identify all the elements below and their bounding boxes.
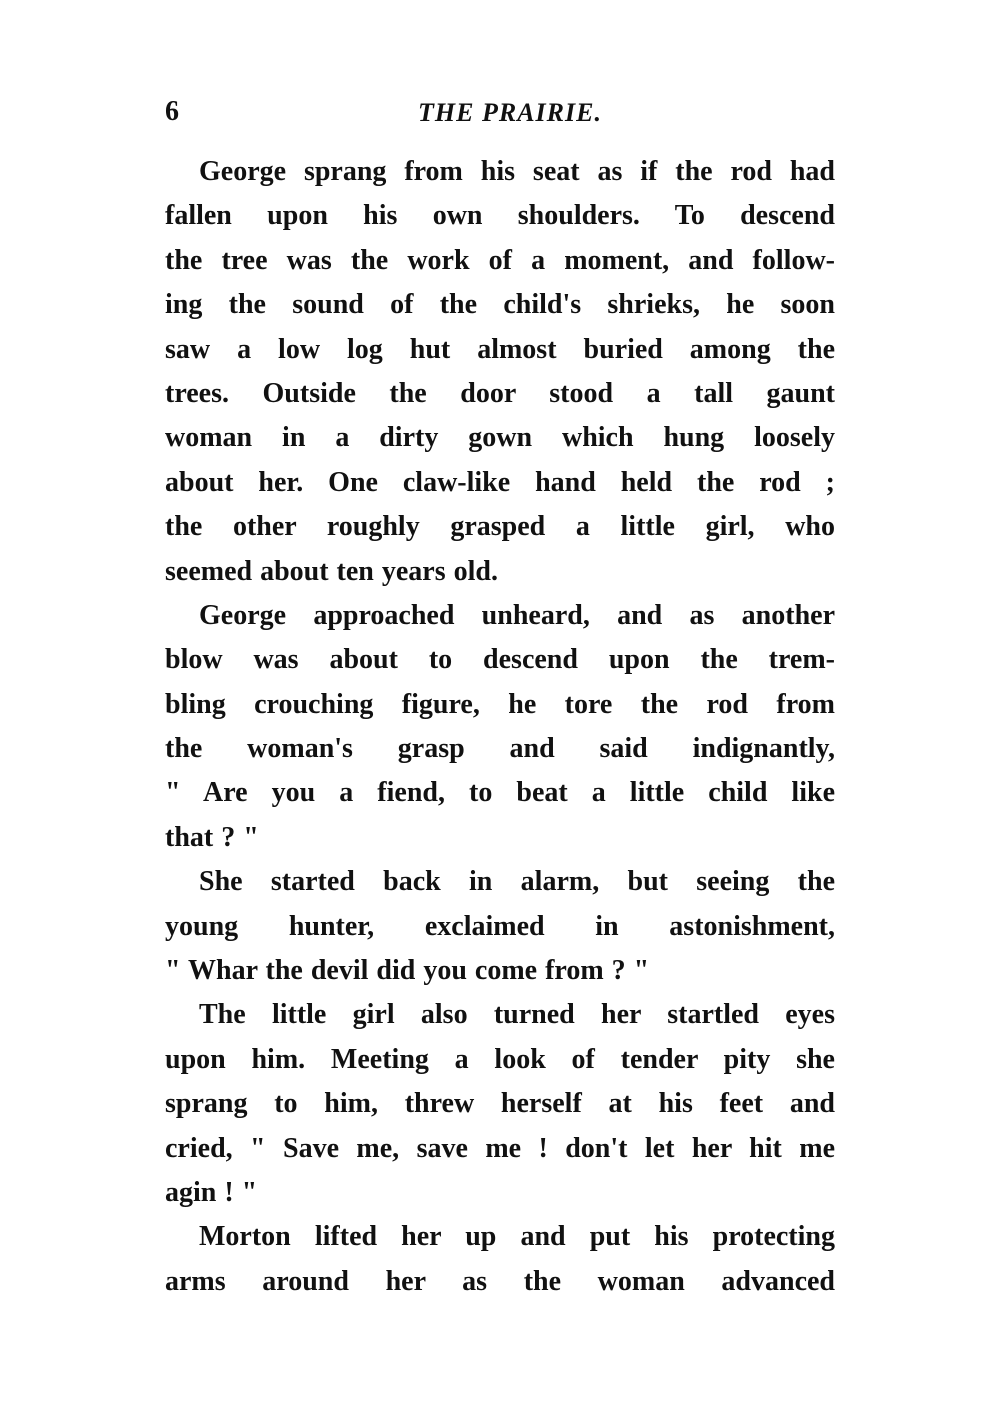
text-line: sprang to him, threw herself at his feet and [165,1088,835,1120]
text-line: that ? " [165,821,259,853]
running-title: THE PRAIRIE. [418,98,602,127]
paragraph [165,860,835,993]
text-line: the woman's grasp and said indignantly, [165,733,835,765]
text-line: " Are you a fiend, to beat a little child like [165,777,835,809]
page-number: 6 [165,96,179,127]
text-line: woman in a dirty gown which hung loosely [165,422,835,454]
text-line: the tree was the work of a moment, and follow- [165,244,835,276]
text-line: about her. One claw-like hand held the rod ; [165,466,835,498]
text-line: " Whar the devil did you come from ? " [165,955,650,987]
text-line: fallen upon his own shoulders. To descend [165,200,835,232]
text-line: seemed about ten years old. [165,555,498,587]
running-head [165,96,835,136]
paragraph [165,1215,835,1304]
paragraph [165,594,835,860]
text-line: Morton lifted her up and put his protecting [199,1221,835,1253]
text-line: arms around her as the woman advanced [165,1265,835,1297]
text-line: bling crouching figure, he tore the rod from [165,688,835,720]
paragraph [165,150,835,594]
paragraph [165,993,835,1215]
text-line: George approached unheard, and as another [199,599,835,631]
text-line: young hunter, exclaimed in astonishment, [165,910,835,942]
body-text [165,150,835,1304]
text-line: saw a low log hut almost buried among the [165,333,835,365]
text-line: The little girl also turned her startled eyes [199,999,835,1031]
text-line: She started back in alarm, but seeing the [199,866,835,898]
text-line: cried, " Save me, save me ! don't let her hit me [165,1132,835,1164]
text-line: trees. Outside the door stood a tall gaunt [165,377,835,409]
text-line: the other roughly grasped a little girl, who [165,511,835,543]
text-line: agin ! " [165,1176,258,1208]
text-line: upon him. Meeting a look of tender pity she [165,1043,835,1075]
text-line: George sprang from his seat as if the rod had [199,156,835,187]
text-line: ing the sound of the child's shrieks, he soon [165,289,835,321]
text-line: blow was about to descend upon the trem- [165,644,835,676]
